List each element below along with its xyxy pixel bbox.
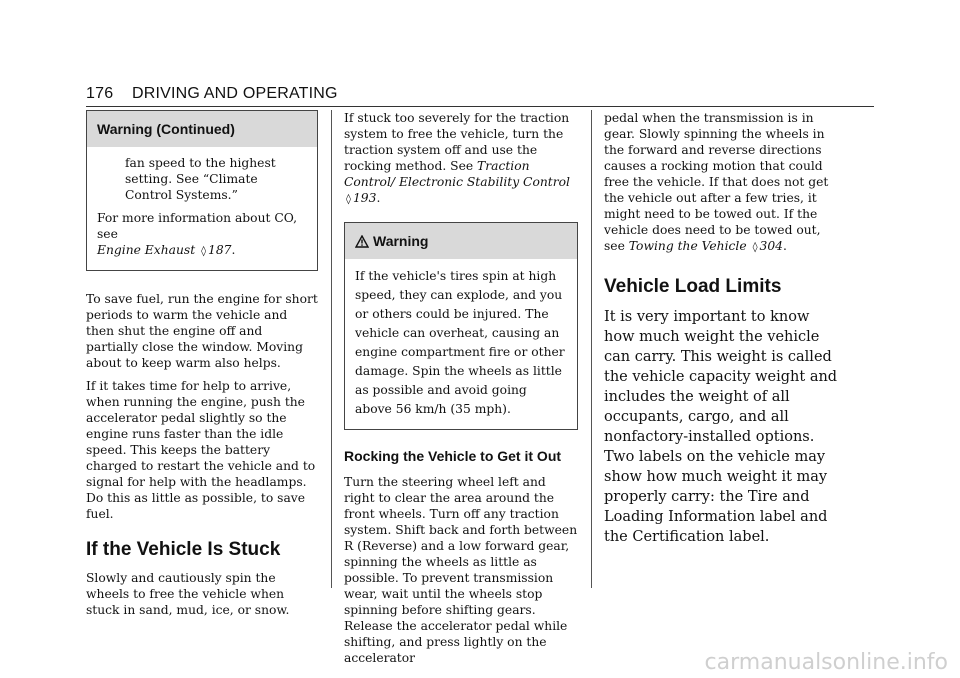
cross-reference[interactable]: Traction Control/ Electronic Stability Control	[344, 159, 570, 189]
page-header	[86, 85, 338, 103]
heading-vehicle-stuck: If the Vehicle Is Stuck	[86, 539, 281, 560]
heading-rocking-vehicle: Rocking the Vehicle to Get it Out	[344, 448, 562, 464]
column-3	[604, 110, 840, 547]
page-ref-number[interactable]: 304	[759, 239, 783, 253]
warning-indent-text: fan speed to the highest setting. See “Climate Control Systems.”	[125, 156, 276, 202]
column-1	[86, 110, 318, 618]
page-ref-number[interactable]: 187	[208, 243, 232, 257]
warning-triangle-icon	[355, 225, 369, 261]
paragraph: If stuck too severely for the traction system to free the vehicle, turn the traction system off and use the rocking method. See Traction Control/ Electronic Stability Control ◊ 193.	[344, 111, 570, 205]
warning-body: If the vehicle's tires spin at high speed, they can explode, and you or others could be injured. The vehicle can overheat, causing an engine compartment fire or other damage. Spin the wheels as little as possible and avoid going above 56 km/h (35 mph).	[355, 269, 565, 416]
page-ref-icon: ◊	[346, 194, 351, 205]
watermark: carmanualsonline.info	[704, 650, 948, 675]
warning-co-text: For more information about CO, see Engine Exhaust ◊ 187.	[97, 211, 298, 257]
section-title: DRIVING AND OPERATING	[131, 85, 338, 102]
warning-title: Warning	[345, 223, 577, 259]
page-ref-icon: ◊	[201, 246, 207, 257]
paragraph: pedal when the transmission is in gear. Slowly spinning the wheels in the forward and reverse directions causes a rocking motion that could free the vehicle. If that does not get the vehicle out after a few tries, it might need to be towed out. If the vehicle does need to be towed out, see Towing the Vehicle ◊ 304.	[604, 111, 829, 253]
warning-continued-box	[86, 110, 318, 271]
paragraph: To save fuel, run the engine for short periods to warm the vehicle and then shut the engine off and partially close the window. Moving about to keep warm also helps.	[86, 292, 318, 370]
column-divider	[331, 110, 332, 588]
lead-paragraph: It is very important to know how much weight the vehicle can carry. This weight is called the vehicle capacity weight and includes the weight of all occupants, cargo, and all nonfactory-installed options. Two labels on the vehicle may show how much weight it may properly carry: the Tire and Loading Information label and the Certification label.	[604, 309, 838, 545]
column-2	[344, 110, 578, 666]
heading-load-limits: Vehicle Load Limits	[604, 276, 782, 297]
page-number: 176	[86, 85, 114, 102]
warning-box	[344, 222, 578, 430]
cross-reference[interactable]: Engine Exhaust	[97, 243, 196, 257]
page-ref-icon: ◊	[752, 242, 758, 253]
paragraph: Slowly and cautiously spin the wheels to free the vehicle when stuck in sand, mud, ice, or snow.	[86, 571, 290, 617]
paragraph: If it takes time for help to arrive, when running the engine, push the accelerator pedal slightly so the engine runs faster than the idle speed. This keeps the battery charged to restart the vehicle and to signal for help with the headlamps. Do this as little as possible, to save fuel.	[86, 379, 316, 521]
column-divider	[591, 110, 592, 588]
paragraph: Turn the steering wheel left and right to clear the area around the front wheels. Turn off any traction system. Shift back and forth between R (Reverse) and a low forward gear, spinning the wheels as little as possible. To prevent transmission wear, wait until the wheels stop spinning before shifting gears. Release the accelerator pedal while shifting, and press lightly on the accelerator	[344, 475, 578, 665]
cross-reference[interactable]: Towing the Vehicle	[628, 239, 747, 253]
page-ref-number[interactable]: 193	[352, 191, 377, 205]
header-rule	[86, 106, 874, 107]
warning-continued-title: Warning (Continued)	[87, 111, 317, 147]
